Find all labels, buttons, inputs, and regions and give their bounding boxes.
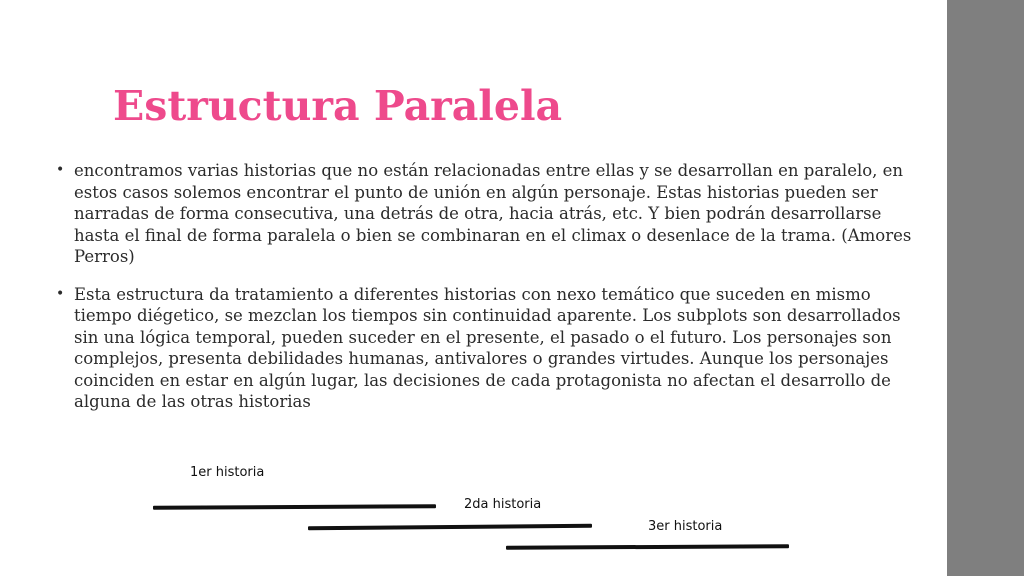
story-label-1: 1er historia	[190, 465, 265, 480]
story-label-3: 3er historia	[648, 519, 723, 534]
bullet-item	[56, 160, 916, 268]
bullet-dot-icon: •	[56, 162, 65, 178]
bullet-dot-icon: •	[56, 285, 65, 302]
story-line-2	[308, 524, 592, 530]
bullet-item	[56, 284, 916, 413]
story-label-2: 2da historia	[464, 497, 542, 512]
bullet-text: encontramos varias historias que no están relacionadas entre ellas y se desarrollan en paralelo, en estos casos solemos encontrar el punto de unión en algún personaje. Estas historias pueden ser narradas de forma consecutiva, una detrás de otra, hacia atrás, etc. Y bien podrán desarrollarse hasta el final de forma paralela o bien se combinaran en el climax o desenlace de la trama. (Amores Perros)	[74, 161, 912, 266]
slide-title: Estructura Paralela	[113, 82, 563, 130]
bullet-list	[56, 160, 916, 429]
bullet-text: Esta estructura da tratamiento a diferentes historias con nexo temático que suceden en mismo tiempo diégetico, se mezclan los tiempos sin continuidad aparente. Los subplots son desarrollados sin una lógica temporal, pueden suceder en el presente, el pasado o el futuro. Los personajes son complejos, presenta debilidades humanas, antivalores o grandes virtudes. Aunque los personajes coinciden en estar en algún lugar, las decisiones de cada protagonista no afectan el desarrollo de alguna de las otras historias	[74, 284, 901, 411]
story-line-3	[506, 544, 789, 549]
story-line-1	[153, 504, 436, 509]
side-bar	[947, 0, 1024, 576]
